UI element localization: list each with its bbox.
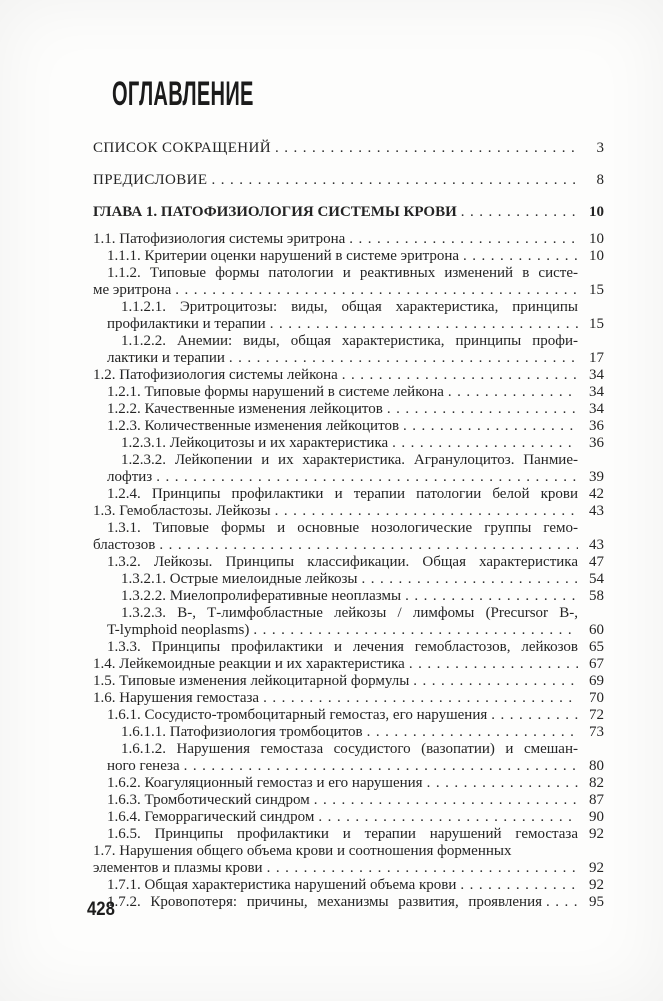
toc-entry-text: 1.3.2.1. Острые миелоидные лейкозы <box>121 571 358 587</box>
dot-leader <box>275 503 578 520</box>
dot-leader <box>460 877 578 894</box>
toc-page-ref: 8 <box>596 172 604 188</box>
toc-entry-text: профилактики и терапии <box>107 316 266 332</box>
toc-entry-first-line: 1.6.1.2. Нарушения гемостаза сосудистого (вазопатии) и смешан- <box>121 741 578 757</box>
toc-page-ref: 10 <box>589 248 604 264</box>
toc-entry <box>93 894 604 911</box>
toc-page-ref: 42 <box>589 486 604 502</box>
dot-leader <box>427 775 578 792</box>
toc-page-ref: 92 <box>589 860 604 876</box>
toc-page-ref: 10 <box>589 231 604 247</box>
dot-leader <box>275 140 578 157</box>
dot-leader <box>342 367 578 384</box>
dot-leader <box>392 435 578 452</box>
toc-page-ref: 87 <box>589 792 604 808</box>
dot-leader <box>270 316 578 333</box>
toc-entry <box>93 172 604 189</box>
toc-entry <box>93 809 604 826</box>
dot-leader <box>409 656 578 673</box>
toc-entry-text: 1.6.1. Сосудисто-тромбоцитарный гемостаз, его нарушения <box>107 707 488 723</box>
toc-page-ref: 80 <box>589 758 604 774</box>
toc-page-ref: 69 <box>589 673 604 689</box>
toc-page-ref: 43 <box>589 503 604 519</box>
dot-leader <box>362 571 579 588</box>
dot-leader <box>546 894 578 911</box>
toc-page-ref: 92 <box>589 826 604 842</box>
toc-entry <box>93 537 604 554</box>
page-title: ОГЛАВЛЕНИЕ <box>112 75 254 113</box>
toc-entry-first-line: 1.1.2.1. Эритроцитозы: виды, общая характеристика, принципы <box>121 299 578 315</box>
toc-entry-text: 1.6.5. Принципы профилактики и терапии нарушений гемостаза <box>107 826 578 842</box>
toc-entry-text: 1.1.1. Критерии оценки нарушений в системе эритрона <box>107 248 460 264</box>
toc-entry <box>93 367 604 384</box>
toc-page-ref: 73 <box>589 724 604 740</box>
toc-entry-text: СПИСОК СОКРАЩЕНИЙ <box>93 140 271 156</box>
toc-entry <box>93 860 604 877</box>
toc-entry-text: 1.6.1.1. Патофизиология тромбоцитов <box>121 724 363 740</box>
dot-leader <box>184 758 578 775</box>
toc-entry-text: лофтиз <box>107 469 153 485</box>
toc-entry-text: 1.7.2. Кровопотеря: причины, механизмы развития, проявления <box>107 894 542 910</box>
dot-leader <box>175 282 578 299</box>
dot-leader <box>253 622 578 639</box>
toc-entry-text: 1.3.3. Принципы профилактики и лечения гемобластозов, лейкозов <box>107 639 578 655</box>
toc-entry-text: лактики и терапии <box>107 350 225 366</box>
dot-leader <box>491 707 578 724</box>
dot-leader <box>156 469 578 486</box>
toc-entry-first-line: 1.3.2.3. В-, Т-лимфобластные лейкозы / лимфомы (Precursor B-, <box>121 605 578 621</box>
toc-entry <box>93 469 604 486</box>
toc-entry-text: ПРЕДИСЛОВИЕ <box>93 172 208 188</box>
toc-entry <box>93 690 604 707</box>
toc-entry <box>93 486 604 503</box>
toc-entry-text: 1.6. Нарушения гемостаза <box>93 690 260 706</box>
toc-entry <box>93 724 604 741</box>
dot-leader <box>349 231 578 248</box>
toc-entry-text: элементов и плазмы крови <box>93 860 263 876</box>
toc-entry <box>93 384 604 401</box>
toc-entry <box>93 316 604 333</box>
toc-page-ref: 15 <box>589 282 604 298</box>
toc-entry <box>93 571 604 588</box>
toc-entry-first-line: 1.7. Нарушения общего объема крови и соотношения форменных <box>93 843 512 859</box>
toc-entry <box>93 140 604 157</box>
toc-entry-text: ного генеза <box>107 758 180 774</box>
toc-page-ref: 17 <box>589 350 604 366</box>
toc-entry <box>93 656 604 673</box>
toc-entry-text: 1.7.1. Общая характеристика нарушений объема крови <box>107 877 457 893</box>
toc-entry <box>93 503 604 520</box>
toc-entry <box>93 758 604 775</box>
toc-page-ref: 67 <box>589 656 604 672</box>
toc-entry <box>93 204 604 221</box>
dot-leader <box>159 537 578 554</box>
toc-page-ref: 90 <box>589 809 604 825</box>
toc-entry <box>93 231 604 248</box>
toc-page-ref: 54 <box>589 571 604 587</box>
toc-entry <box>93 588 604 605</box>
dot-leader <box>387 401 578 418</box>
toc-entry-text: 1.2.1. Типовые формы нарушений в системе лейкона <box>107 384 444 400</box>
dot-leader <box>229 350 578 367</box>
toc-entry <box>93 673 604 690</box>
dot-leader <box>267 860 578 877</box>
toc-entry <box>93 401 604 418</box>
toc-page-ref: 65 <box>589 639 604 655</box>
toc-entry-text: 1.2.2. Качественные изменения лейкоцитов <box>107 401 383 417</box>
toc-entry-text: 1.6.4. Геморрагический синдром <box>107 809 315 825</box>
dot-leader <box>463 248 578 265</box>
toc-entry <box>93 554 604 571</box>
toc-entry-first-line: 1.1.2. Типовые формы патологии и реактивных изменений в систе- <box>107 265 578 281</box>
dot-leader <box>413 673 578 690</box>
toc-entry <box>93 826 604 843</box>
toc-entry-text: 1.5. Типовые изменения лейкоцитарной формулы <box>93 673 410 689</box>
toc-entry-first-line: 1.2.3.2. Лейкопении и их характеристика. Агранулоцитоз. Панмие- <box>121 452 578 468</box>
table-of-contents <box>93 140 604 911</box>
toc-page-ref: 60 <box>589 622 604 638</box>
toc-entry-text: 1.2.3. Количественные изменения лейкоцитов <box>107 418 400 434</box>
toc-entry-text: T-lymphoid neoplasms) <box>107 622 250 638</box>
toc-page-ref: 10 <box>589 204 604 220</box>
toc-entry-text: 1.2.4. Принципы профилактики и терапии патологии белой крови <box>107 486 578 502</box>
dot-leader <box>448 384 578 401</box>
toc-entry <box>93 877 604 894</box>
toc-page-ref: 58 <box>589 588 604 604</box>
toc-page-ref: 34 <box>589 401 604 417</box>
toc-entry-text: 1.6.2. Коагуляционный гемостаз и его нарушения <box>107 775 423 791</box>
toc-page-ref: 92 <box>589 877 604 893</box>
toc-entry-text: ме эритрона <box>93 282 172 298</box>
dot-leader <box>405 588 578 605</box>
toc-entry <box>93 639 604 656</box>
toc-entry-text: бластозов <box>93 537 156 553</box>
toc-entry-text: 1.3. Гемобластозы. Лейкозы <box>93 503 271 519</box>
dot-leader <box>318 809 578 826</box>
dot-leader <box>403 418 578 435</box>
toc-entry-text: 1.1. Патофизиология системы эритрона <box>93 231 346 247</box>
dot-leader <box>461 204 578 221</box>
toc-entry <box>93 622 604 639</box>
toc-page-ref: 39 <box>589 469 604 485</box>
toc-entry <box>93 792 604 809</box>
toc-page-ref: 70 <box>589 690 604 706</box>
toc-page-ref: 72 <box>589 707 604 723</box>
toc-entry <box>93 248 604 265</box>
toc-page-ref: 47 <box>589 554 604 570</box>
dot-leader <box>367 724 578 741</box>
dot-leader <box>314 792 578 809</box>
toc-entry-first-line: 1.3.1. Типовые формы и основные нозологические группы гемо- <box>107 520 578 536</box>
toc-entry <box>93 418 604 435</box>
toc-page-ref: 36 <box>589 435 604 451</box>
toc-page-ref: 43 <box>589 537 604 553</box>
toc-entry <box>93 282 604 299</box>
toc-entry-text: 1.3.2. Лейкозы. Принципы классификации. Общая характеристика <box>107 554 578 570</box>
toc-page-ref: 95 <box>589 894 604 910</box>
toc-entry <box>93 707 604 724</box>
toc-entry <box>93 435 604 452</box>
toc-entry-text: 1.2. Патофизиология системы лейкона <box>93 367 338 383</box>
toc-page-ref: 36 <box>589 418 604 434</box>
dot-leader <box>263 690 578 707</box>
toc-page-ref: 34 <box>589 367 604 383</box>
toc-entry <box>93 775 604 792</box>
toc-entry-text: 1.2.3.1. Лейкоцитозы и их характеристика <box>121 435 389 451</box>
toc-entry-text: 1.3.2.2. Миелопролиферативные неоплазмы <box>121 588 402 604</box>
toc-page-ref: 3 <box>596 140 604 156</box>
toc-entry-text: ГЛАВА 1. ПАТОФИЗИОЛОГИЯ СИСТЕМЫ КРОВИ <box>93 204 457 220</box>
toc-page-ref: 15 <box>589 316 604 332</box>
toc-page-ref: 82 <box>589 775 604 791</box>
dot-leader <box>211 172 578 189</box>
toc-entry-text: 1.4. Лейкемоидные реакции и их характеристика <box>93 656 405 672</box>
toc-entry-first-line: 1.1.2.2. Анемии: виды, общая характеристика, принципы профи- <box>121 333 578 349</box>
toc-entry-text: 1.6.3. Тромботический синдром <box>107 792 310 808</box>
toc-page-ref: 34 <box>589 384 604 400</box>
toc-entry <box>93 350 604 367</box>
page-number: 428 <box>87 899 115 920</box>
